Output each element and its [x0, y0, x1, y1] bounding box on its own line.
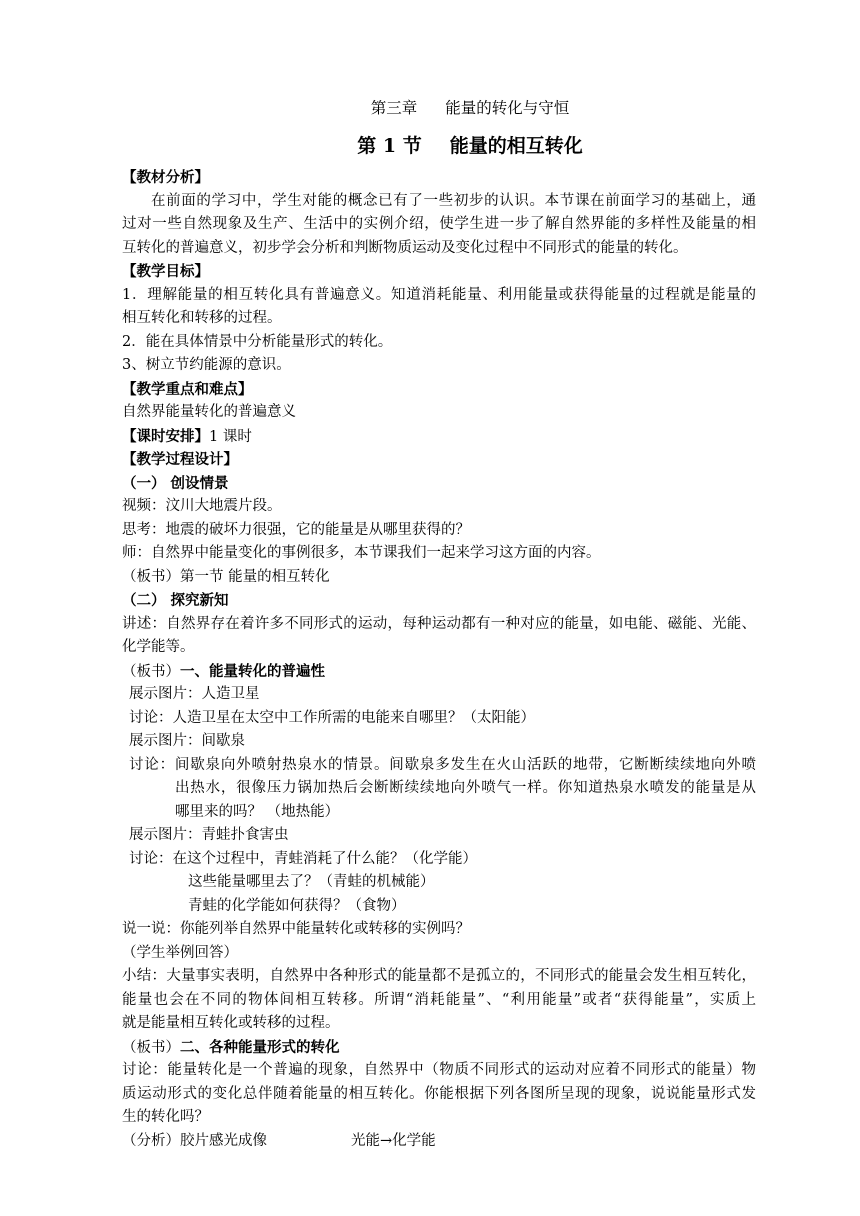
item-line: 展示图片：人造卫星	[129, 686, 260, 702]
board-title: 一、能量转化的普遍性	[180, 662, 325, 680]
discussion-line: 生的转化吗？	[122, 1109, 209, 1125]
key-points-heading: 【教学重点和难点】	[122, 380, 253, 398]
part1-line: 思考：地震的破坏力很强，它的能量是从哪里获得的？	[122, 521, 470, 538]
item-line: 展示图片：青蛙扑食害虫	[129, 827, 289, 843]
document-body	[122, 166, 756, 1153]
summary-line: 能量也会在不同的物体间相互转移。所谓“消耗能量”、“利用能量”或者“获得能量”，实质上	[122, 991, 756, 1008]
summary-line: 就是能量相互转化或转移的过程。	[122, 1015, 340, 1031]
item-line: 出热水，很像压力锅加热后会断断续续地向外喷气一样。你知道热泉水喷发的能量是从	[175, 780, 756, 796]
board-heading-2	[122, 1036, 756, 1060]
item-line: （学生举例回答）	[122, 944, 238, 961]
summary-line: 小结：大量事实表明，自然界中各种形式的能量都不是孤立的，不同形式的能量会发生相互转化，	[122, 968, 756, 984]
goal-line: 2．能在具体情景中分析能量形式的转化。	[122, 333, 393, 350]
analysis-line: 在前面的学习中，学生对能的概念已有了一些初步的认识。本节课在前面学习的基础上，通	[151, 192, 756, 209]
chapter-number: 第三章	[370, 99, 418, 117]
process-heading: 【教学过程设计】	[122, 451, 238, 468]
section-number: 第 1 节	[357, 135, 422, 157]
part1-line: （板书）第一节 能量的相互转化	[122, 568, 330, 585]
chapter-title	[0, 96, 860, 118]
analysis-row	[122, 1130, 756, 1154]
goals-heading: 【教学目标】	[122, 263, 209, 280]
analysis-line: 互转化的普遍意义，初步学会分析和判断物质运动及变化过程中不同形式的能量的转化。	[122, 239, 688, 256]
board-heading-1	[122, 660, 756, 684]
item-line: 说一说：你能列举自然界中能量转化或转移的实例吗？	[122, 921, 470, 937]
item-line: 讨论：在这个过程中，青蛙消耗了什么能？（化学能）	[129, 850, 477, 867]
schedule-heading: 【课时安排】	[122, 427, 209, 445]
goal-line: 3、树立节约能源的意识。	[122, 357, 291, 373]
part1-line: 视频：汶川大地震片段。	[122, 498, 282, 514]
part2-heading: （二） 探究新知	[122, 592, 229, 609]
analysis-result: 光能→化学能	[351, 1132, 436, 1149]
discussion-line: 讨论：能量转化是一个普遍的现象，自然界中（物质不同形式的运动对应着不同形式的能量）物	[122, 1062, 756, 1078]
schedule-line	[122, 425, 756, 449]
item-line: 哪里来的吗？ （地热能）	[175, 803, 340, 820]
board-title: 二、各种能量形式的转化	[180, 1038, 340, 1056]
goal-line: 1．理解能量的相互转化具有普遍意义。知道消耗能量、利用能量或获得能量的过程就是能量的	[122, 286, 756, 303]
chapter-name: 能量的转化与守恒	[445, 99, 570, 117]
discussion-line: 质运动形式的变化总伴随着能量的相互转化。你能根据下列各图所呈现的现象，说说能量形式发	[122, 1085, 756, 1102]
goal-line: 相互转化和转移的过程。	[122, 310, 282, 326]
part2-intro-line: 讲述：自然界存在着许多不同形式的运动，每种运动都有一种对应的能量，如电能、磁能、光能、	[122, 615, 756, 632]
item-line: 讨论：间歇泉向外喷射热泉水的情景。间歇泉多发生在火山活跃的地带，它断断续续地向外喷	[129, 756, 756, 773]
part1-line: 师：自然界中能量变化的事例很多，本节课我们一起来学习这方面的内容。	[122, 545, 601, 561]
analysis-line: 过对一些自然现象及生产、生活中的实例介绍，使学生进一步了解自然界能的多样性及能量的相	[122, 216, 756, 232]
analysis-label: （分析）胶片感光成像	[122, 1132, 267, 1149]
item-line: 青蛙的化学能如何获得？（食物）	[188, 897, 406, 914]
board-prefix: （板书）	[122, 663, 180, 680]
item-line: 展示图片：间歇泉	[129, 733, 245, 749]
analysis-heading: 【教材分析】	[122, 169, 209, 186]
board-prefix: （板书）	[122, 1039, 180, 1056]
part1-heading: （一） 创设情景	[122, 474, 229, 492]
key-points-text: 自然界能量转化的普遍意义	[122, 404, 296, 420]
item-line: 这些能量哪里去了？（青蛙的机械能）	[188, 874, 435, 890]
schedule-text: 1 课时	[209, 428, 252, 445]
part2-intro-line: 化学能等。	[122, 639, 195, 655]
section-name: 能量的相互转化	[449, 135, 583, 157]
item-line: 讨论：人造卫星在太空中工作所需的电能来自哪里？（太阳能）	[129, 709, 535, 726]
section-title	[0, 131, 860, 158]
